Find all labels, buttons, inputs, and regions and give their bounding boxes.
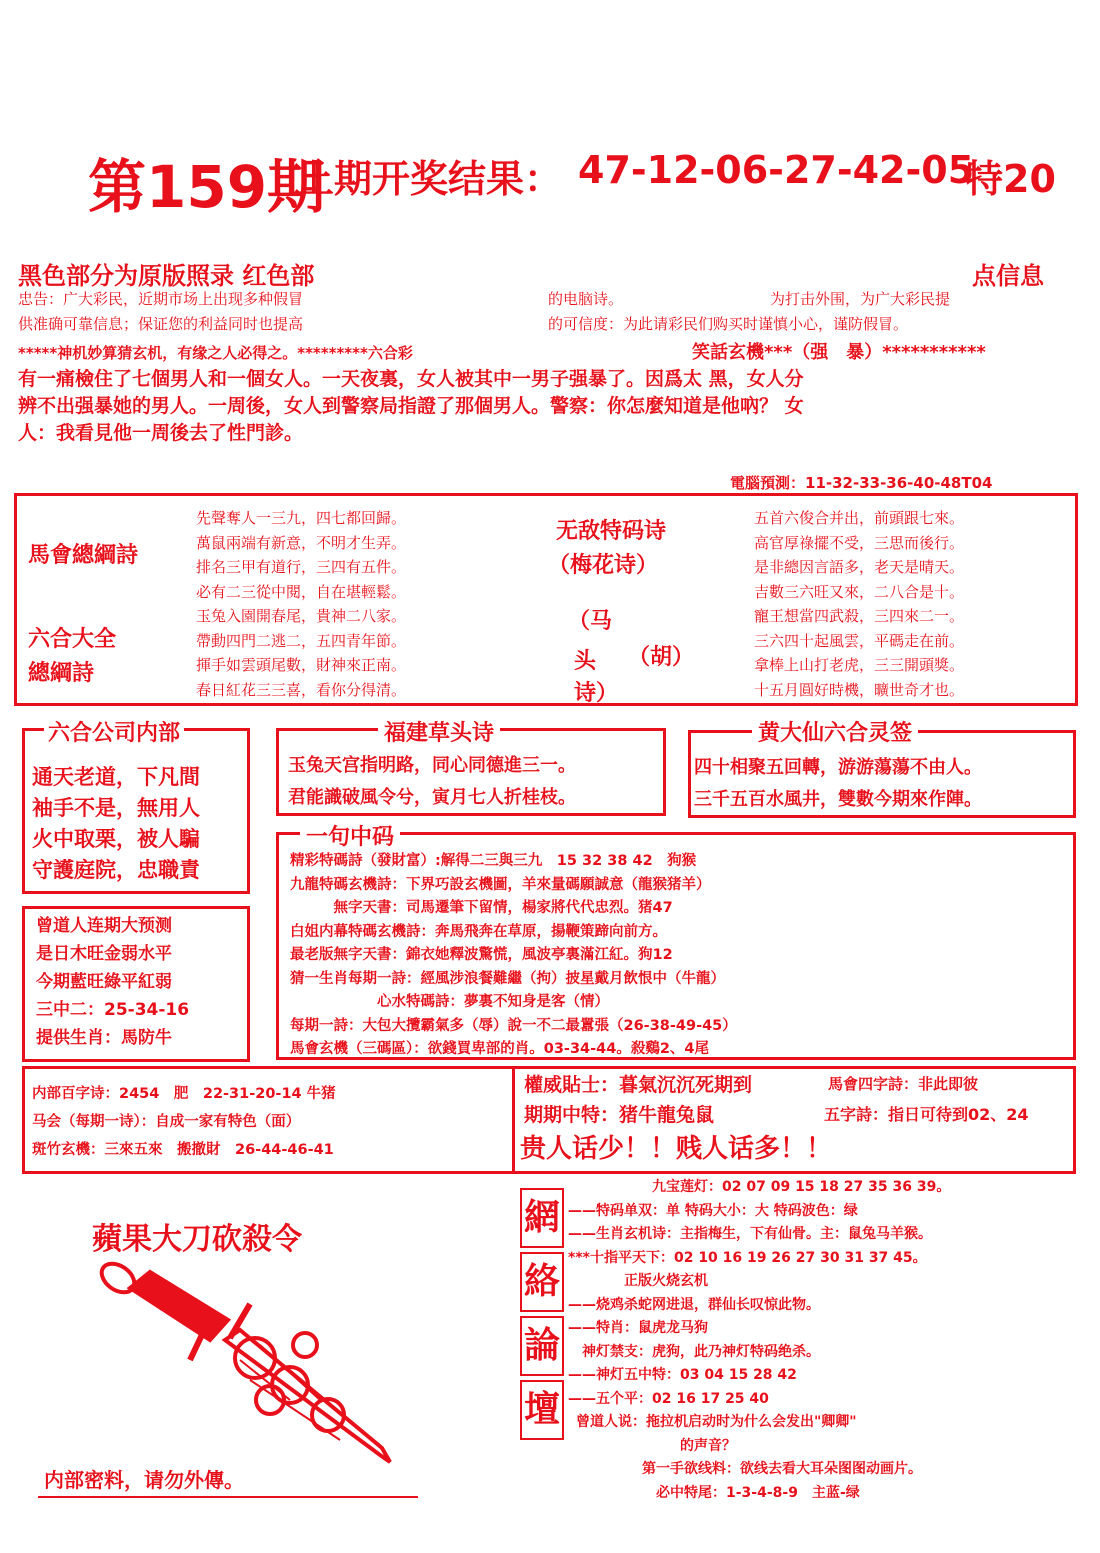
banner-left: *****神机妙算猜玄机，有缘之人必得之。*********六合彩 — [18, 344, 413, 362]
forum-char: 網 — [520, 1188, 564, 1248]
authority-slogan: 贵人话少！！贱人话多！！ — [520, 1134, 833, 1164]
huang-lines — [694, 752, 982, 816]
yiju-line: 精彩特碼詩（發財富）:解得二三與三九 15 32 38 42 狗猴 — [290, 853, 697, 869]
yiju-line: 心水特碼詩：夢裏不知身是客（情） — [290, 994, 609, 1010]
forum-line: 神灯禁支：虎狗，此乃神灯特码绝杀。 — [568, 1343, 820, 1360]
huang-line: 三千五百水風井，雙數今期來作陣。 — [694, 789, 982, 810]
notice-right-1: 为打击外围，为广大彩民提 — [770, 290, 951, 308]
poem-line: 排名三甲有道行，三四有五件。 — [196, 558, 407, 576]
forum-line: 的声音？ — [568, 1437, 736, 1454]
sword-icon — [96, 1258, 390, 1462]
inner-line: 马会（每期一诗）：自成一家有特色（面） — [32, 1114, 301, 1130]
mid-poem-c: （胡） — [628, 645, 695, 670]
zeng-content — [36, 912, 189, 1052]
joke-line: 人：我看見他一周後去了性門診。 — [18, 422, 304, 444]
mid-poem-sub: （梅花诗） — [548, 553, 659, 578]
blade-footer: 内部密料，请勿外傳。 — [44, 1468, 244, 1492]
left-poem-title-2a: 六合大全 — [28, 627, 117, 652]
yiju-line: 白姐内幕特碼玄機詩：奔馬飛奔在草原，揚鞭策蹄向前方。 — [290, 923, 667, 940]
forum-line: 第一手欲线料：欲线去看大耳朵图图动画片。 — [628, 1461, 922, 1477]
forum-line: ——烧鸡杀蛇网进退，群仙长叹惊此物。 — [568, 1296, 820, 1313]
forum-lines — [548, 1176, 1093, 1505]
forum-line: 必中特尾：1-3-4-8-9 主蓝-绿 — [628, 1484, 860, 1501]
poem-line: 五首六俊合并出，前頭跟七來。 — [754, 509, 965, 527]
inner-lines — [32, 1080, 336, 1164]
blade-title: 蘋果大刀砍殺令 — [92, 1222, 302, 1257]
poem-line: 先聲奪人一三九，四七都回歸。 — [196, 509, 407, 527]
forum-line: ***十指平天下：02 10 16 19 26 27 30 31 37 45。 — [568, 1249, 927, 1266]
yiju-line: 無字天書：司馬遷筆下留情，楊家將代代忠烈。猪47 — [290, 900, 673, 916]
computer-prediction: 電腦預測：11-32-33-36-40-48T04 — [730, 474, 993, 492]
fujian-line: 君能識破風令兮，寅月七人折桂枝。 — [288, 787, 576, 808]
forum-line: ——特码单双：单 特码大小：大 特码波色：绿 — [568, 1202, 858, 1219]
authority-line-2-right: 五字詩：指日可待到02、24 — [824, 1105, 1029, 1124]
forum-line: ——特肖：鼠虎龙马狗 — [568, 1320, 708, 1336]
yiju-line: 九龍特碼玄機詩：下界巧設玄機圖，羊來量碼願誠意（龍猴猪羊） — [290, 876, 711, 893]
forum-line: ——神灯五中特：03 04 15 28 42 — [568, 1367, 797, 1383]
huang-line: 四十相聚五回轉，游游蕩蕩不由人。 — [694, 757, 982, 778]
poem-line: 萬鼠兩端有新意，不明才生弄。 — [196, 533, 407, 552]
mid-poem-title: 无敌特码诗 — [556, 519, 667, 544]
poem-line: 必有二三從中閱，自在堪輕鬆。 — [196, 582, 407, 601]
company-line: 火中取栗，被人騙 — [32, 827, 200, 851]
mid-poem-b: 头 — [574, 649, 597, 674]
poem-line: 十五月圓好時機，曠世奇才也。 — [754, 680, 965, 699]
forum-vertical — [520, 1188, 564, 1440]
yiju-title: 一句中码 — [300, 820, 400, 851]
company-line: 通天老道，下凡間 — [32, 765, 200, 789]
forum-char: 絡 — [520, 1252, 564, 1312]
last-result-numbers: 47-12-06-27-42-05 — [578, 148, 975, 192]
company-lines — [32, 762, 200, 886]
joke-line: 有一痛檢住了七個男人和一個女人。一天夜裏，女人被其中一男子强暴了。因爲太 黑，女人分 — [18, 368, 804, 390]
zeng-line: 提供生肖：馬防牛 — [36, 1028, 172, 1048]
poem-line: 高官厚祿擺不受，三思而後行。 — [754, 533, 965, 552]
company-title: 六合公司内部 — [44, 716, 184, 747]
poem-line: 春日紅花三三喜，看你分得清。 — [196, 680, 407, 699]
yiju-line: 猜一生肖每期一詩：經風涉浪餐難繼（拘）披星戴月飲恨中（牛龍） — [290, 970, 725, 987]
forum-char: 壇 — [520, 1380, 564, 1440]
info-title: 黑色部分为原版照录 红色部 — [18, 262, 315, 290]
blade-footer-rule — [38, 1496, 418, 1498]
poem-line: 帶動四門二逃二，五四青年節。 — [196, 631, 407, 650]
left-poem-title-2b: 總綱詩 — [28, 661, 95, 686]
joke-text — [18, 366, 1088, 447]
authority-line-1: 權威貼士：暮氣沉沉死期到 — [524, 1074, 753, 1096]
poem-line: 三六四十起風雲，平碼走在前。 — [754, 631, 965, 650]
special-number: 特20 — [965, 157, 1056, 201]
inner-line: 斑竹玄機：三來五來 搬撤財 26-44-46-41 — [32, 1142, 334, 1158]
authority-line-1-right: 馬會四字詩：非此即彼 — [828, 1075, 979, 1093]
fujian-lines — [288, 750, 576, 814]
last-result-label: 上期开奖结果： — [296, 157, 563, 201]
huang-title: 黄大仙六合灵签 — [752, 716, 918, 747]
forum-line: 正版火烧玄机 — [568, 1273, 708, 1289]
yiju-line: 馬會玄機（三碼區）：欲錢買卑部的肖。03-34-44。殺鷄2、4尾 — [290, 1041, 709, 1057]
zeng-line: 是日木旺金弱水平 — [36, 944, 172, 964]
yiju-line: 最老版無字天書：錦衣她釋波驚慌，風波亭裏滿江紅。狗12 — [290, 947, 673, 963]
mid-poem-a: （马 — [568, 609, 613, 634]
fujian-line: 玉兔天宫指明路，同心同德進三一。 — [288, 755, 576, 776]
inner-line: 内部百字诗：2454 肥 22-31-20-14 牛猪 — [32, 1086, 336, 1102]
yiju-lines — [290, 850, 737, 1062]
poem-line: 拿棒上山打老虎，三三開頭獎。 — [754, 656, 965, 674]
left-poem-lines — [196, 506, 406, 702]
left-poem-title-1: 馬會總綱詩 — [28, 543, 139, 568]
blade-illustration — [90, 1250, 410, 1480]
notice-left-1: 忠告：广大彩民，近期市场上出现多种假冒 — [18, 290, 304, 308]
authority-line-2: 期期中特：猪牛龍兔鼠 — [524, 1104, 715, 1126]
poem-line: 是非總因言語多，老天是晴天。 — [754, 558, 965, 576]
notice-mid-2: 的可信度：为此请彩民们购买时谨慎小心，谨防假冒。 — [548, 315, 909, 333]
notice-mid-1: 的电脑诗。 — [548, 290, 624, 308]
forum-char: 論 — [520, 1316, 564, 1376]
fujian-title: 福建草头诗 — [378, 716, 500, 747]
mid-poem-d: 诗） — [574, 681, 619, 706]
inner-vline — [512, 1066, 515, 1174]
forum-line: ——生肖玄机诗：主指梅生，下有仙骨。主：鼠兔马羊猴。 — [568, 1226, 932, 1242]
right-poem-lines — [754, 506, 964, 702]
info-title-right: 点信息 — [972, 262, 1044, 290]
poem-line: 吉數三六旺又來，二八合是十。 — [754, 582, 965, 601]
poem-line: 揮手如雲頭尾數，財神來正南。 — [196, 656, 407, 674]
company-line: 袖手不是，無用人 — [32, 796, 200, 820]
notice-left-2: 供准确可靠信息；保证您的利益同时也提高 — [18, 315, 304, 333]
zeng-title: 曾道人连期大预测 — [36, 916, 172, 936]
yiju-line: 每期一詩：大包大攬霸氣多（辱）說一不二最囂張（26-38-49-45） — [290, 1017, 737, 1034]
zeng-line: 今期藍旺綠平紅弱 — [36, 972, 172, 992]
zeng-line: 三中二：25-34-16 — [36, 1000, 190, 1020]
forum-line: 曾道人说：拖拉机启动时为什么会发出"卿卿" — [548, 1414, 857, 1430]
joke-line: 辨不出强暴她的男人。一周後，女人到警察局指證了那個男人。警察：你怎麼知道是他吶？ 女 — [18, 395, 804, 417]
company-line: 守護庭院，忠職責 — [32, 858, 200, 882]
forum-line: ——五个平：02 16 17 25 40 — [568, 1390, 769, 1407]
poem-line: 玉兔入園開春尾，貴神二八家。 — [196, 607, 407, 625]
forum-line: 九宝莲灯：02 07 09 15 18 27 35 36 39。 — [652, 1179, 951, 1195]
issue-number: 第159期 — [88, 153, 326, 221]
poem-line: 寵王想當四武殺，三四來二一。 — [754, 607, 965, 625]
banner-right: 笑話玄機***（强 暴）*********** — [692, 342, 986, 363]
